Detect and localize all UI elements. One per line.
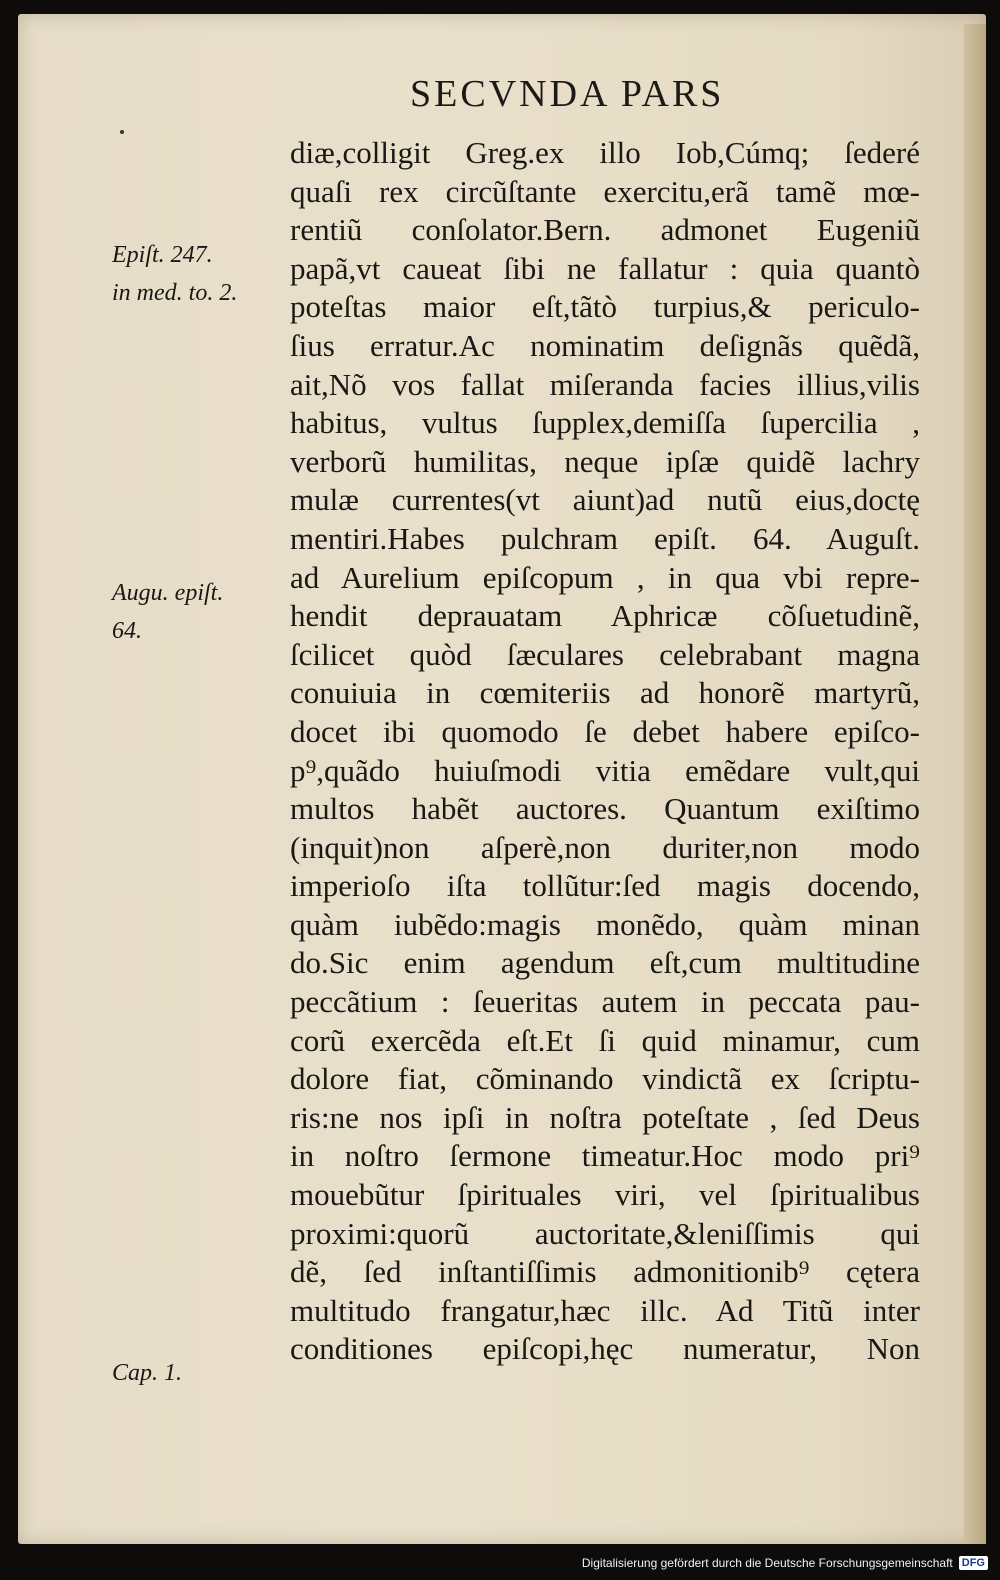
text-line: quaſi rex circũſtante exercitu,erã tamẽ mœ- bbox=[290, 173, 920, 209]
text-line: docet ibi quomodo ſe debet habere epiſco- bbox=[290, 713, 920, 749]
text-line: mulæ currentes(vt aiunt)ad nutũ eius,doctę bbox=[290, 482, 920, 518]
text-line: mentiri.Habes pulchram epiſt. 64. Auguſt. bbox=[290, 520, 920, 556]
text-line: habitus, vultus ſupplex,demiſſa ſupercilia , bbox=[290, 405, 920, 441]
text-line: ſcilicet quòd ſæculares celebrabant magna bbox=[290, 636, 920, 672]
text-line: ad Aurelium epiſcopum , in qua vbi repre- bbox=[290, 559, 920, 595]
text-line: p⁹,quãdo huiuſmodi vitia emẽdare vult,qui bbox=[290, 752, 920, 788]
margin-dot bbox=[120, 130, 124, 134]
text-line: papã,vt caueat ſibi ne fallatur : quia quantò bbox=[290, 250, 920, 286]
margin-note-epist-247: Epiſt. 247. bbox=[112, 242, 213, 268]
text-line: proximi:quorũ auctoritate,&leniſſimis qui bbox=[290, 1215, 920, 1251]
text-line: verborũ humilitas, neque ipſæ quidẽ lachry bbox=[290, 443, 920, 479]
text-line: peccãtium : ſeueritas autem in peccata pau- bbox=[290, 984, 920, 1020]
text-line: conditiones epiſcopi,hęc numeratur, Non bbox=[290, 1331, 920, 1367]
footer-credit: Digitalisierung gefördert durch die Deutsche Forschungsgemeinschaft bbox=[581, 1556, 953, 1570]
text-line: corũ exercẽda eſt.Et ſi quid minamur, cum bbox=[290, 1022, 920, 1058]
body-text bbox=[290, 134, 920, 1369]
page-edge bbox=[964, 24, 986, 1544]
text-line: conuiuia in cœmiteriis ad honorẽ martyrũ, bbox=[290, 675, 920, 711]
text-line: multos habẽt auctores. Quantum exiſtimo bbox=[290, 791, 920, 827]
margin-note-augu-epist: Augu. epiſt. bbox=[112, 580, 224, 606]
text-line: quàm iubẽdo:magis monẽdo, quàm minan bbox=[290, 906, 920, 942]
text-line: rentiũ conſolator.Bern. admonet Eugeniũ bbox=[290, 212, 920, 248]
text-line: dolore fiat, cõminando vindictã ex ſcriptu- bbox=[290, 1061, 920, 1097]
text-line: multitudo frangatur,hæc illc. Ad Titũ inter bbox=[290, 1292, 920, 1328]
text-line: poteſtas maior eſt,tãtò turpius,& periculo- bbox=[290, 289, 920, 325]
text-line: mouebũtur ſpirituales viri, vel ſpiritualibus bbox=[290, 1177, 920, 1213]
running-head: SECVNDA PARS bbox=[410, 73, 725, 115]
text-line: ris:ne nos ipſi in noſtra poteſtate , ſed Deus bbox=[290, 1099, 920, 1135]
text-line: diæ,colligit Greg.ex illo Iob,Cúmq; ſederé bbox=[290, 135, 920, 170]
margin-note-cap: Cap. 1. bbox=[112, 1360, 183, 1386]
text-line: ait,Nõ vos fallat miſeranda facies illius,vilis bbox=[290, 366, 920, 402]
text-line: do.Sic enim agendum eſt,cum multitudine bbox=[290, 945, 920, 981]
text-line: ſius erratur.Ac nominatim deſignãs quẽdã, bbox=[290, 327, 920, 363]
margin-note-in-med: in med. to. 2. bbox=[112, 280, 238, 306]
text-line: hendit deprauatam Aphricæ cõſuetudinẽ, bbox=[290, 598, 920, 634]
digitization-footer bbox=[582, 1550, 988, 1576]
margin-note-64: 64. bbox=[112, 618, 142, 644]
text-line: in noſtro ſermone timeatur.Hoc modo pri⁹ bbox=[290, 1138, 920, 1174]
text-line: (inquit)non aſperè,non duriter,non modo bbox=[290, 829, 920, 865]
text-line: imperioſo iſta tollũtur:ſed magis docendo, bbox=[290, 868, 920, 904]
dfg-logo: DFG bbox=[959, 1556, 988, 1570]
text-line: dẽ, ſed inſtantiſſimis admonitionib⁹ cętera bbox=[290, 1254, 920, 1290]
